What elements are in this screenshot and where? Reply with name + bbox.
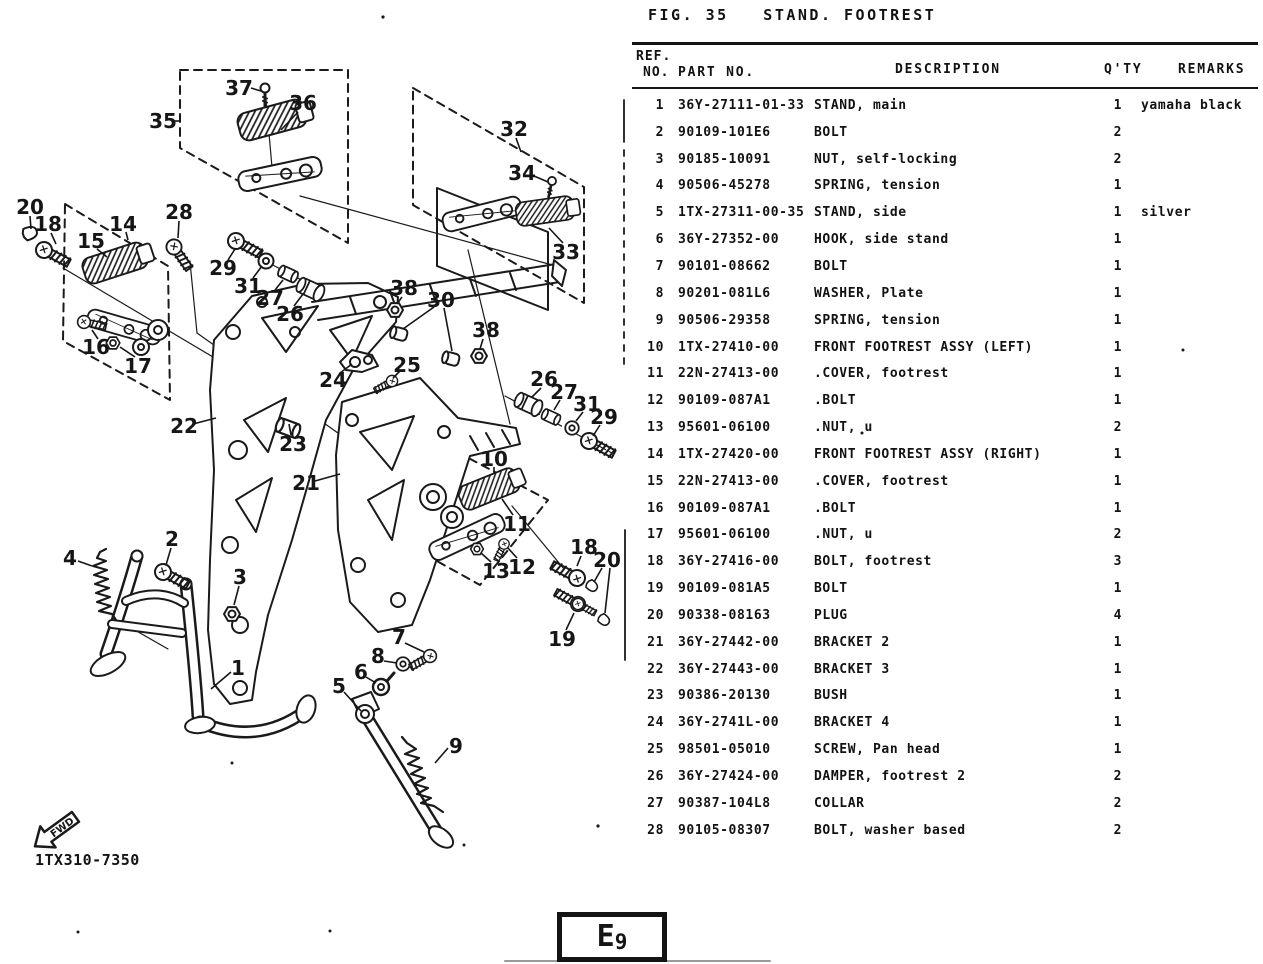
qty-cell: 1 [1113, 581, 1122, 597]
ref-no-cell: 23 [647, 688, 664, 704]
table-row [632, 387, 1263, 414]
callout-3: 3 [233, 565, 247, 589]
header-qty: Q'TY [1104, 62, 1143, 77]
nut-38-right [471, 349, 487, 363]
callout-37: 37 [225, 76, 253, 100]
ref-no-cell: 17 [647, 527, 664, 543]
ref-no-cell: 28 [647, 822, 664, 838]
part-no-cell: 36Y-2741L-00 [678, 715, 780, 731]
callout-leader-line [605, 568, 610, 613]
table-row [632, 602, 1263, 629]
description-cell: SCREW, Pan head [814, 742, 941, 758]
collar-27-left [277, 265, 300, 284]
header-ref-line2: NO. [643, 65, 670, 80]
table-row [632, 173, 1263, 200]
callout-leader-line [444, 308, 452, 351]
callout-2: 2 [165, 527, 179, 551]
washer-31-right [565, 421, 579, 435]
qty-cell: 1 [1113, 97, 1122, 113]
table-row [632, 441, 1263, 468]
part-no-cell: 90387-104L8 [678, 795, 771, 811]
callout-19: 19 [548, 627, 576, 651]
table-row [632, 414, 1263, 441]
remarks-cell: yamaha black [1141, 97, 1243, 113]
table-row [632, 199, 1263, 226]
ref-no-cell: 2 [655, 124, 664, 140]
header-part-no: PART NO. [678, 65, 756, 80]
ref-no-cell: 11 [647, 366, 664, 382]
ref-no-cell: 10 [647, 339, 664, 355]
side-stand [352, 692, 457, 852]
bolt-28 [163, 236, 195, 273]
callout-30: 30 [427, 288, 455, 312]
page-code-badge [557, 912, 667, 962]
callout-leader-line [384, 661, 397, 663]
ref-no-cell: 9 [655, 312, 664, 328]
part-no-cell: 1TX-27311-00-35 [678, 205, 805, 221]
table-row [632, 817, 1263, 844]
ref-no-cell: 4 [655, 178, 664, 194]
footrest-holder-36 [237, 155, 323, 192]
table-row [632, 307, 1263, 334]
description-cell: WASHER, Plate [814, 285, 924, 301]
callout-27: 27 [550, 380, 578, 404]
description-cell: BRACKET 4 [814, 715, 890, 731]
screw-34 [545, 176, 557, 197]
callout-23: 23 [279, 432, 307, 456]
hook-6 [373, 673, 394, 695]
qty-cell: 2 [1113, 822, 1122, 838]
part-no-cell: 95601-06100 [678, 420, 771, 436]
callout-17: 17 [124, 354, 152, 378]
description-cell: SPRING, tension [814, 178, 941, 194]
description-cell: .COVER, footrest [814, 366, 949, 382]
ref-no-cell: 24 [647, 715, 664, 731]
description-cell: BOLT [814, 581, 848, 597]
callout-34: 34 [508, 161, 536, 185]
part-no-cell: 90109-081A5 [678, 581, 771, 597]
table-row [632, 548, 1263, 575]
footrest-assy-33 [441, 195, 523, 233]
ref-no-cell: 25 [647, 742, 664, 758]
qty-cell: 1 [1113, 473, 1122, 489]
remarks-cell: silver [1141, 205, 1192, 221]
qty-cell: 1 [1113, 178, 1122, 194]
description-cell: BUSH [814, 688, 848, 704]
qty-cell: 2 [1113, 527, 1122, 543]
plug-20-a [585, 579, 600, 594]
table-row [632, 92, 1263, 119]
qty-cell: 1 [1113, 232, 1122, 248]
part-no-cell: 1TX-27410-00 [678, 339, 780, 355]
description-cell: STAND, side [814, 205, 907, 221]
callout-18: 18 [34, 212, 62, 236]
table-row [632, 763, 1263, 790]
callout-15: 15 [77, 229, 105, 253]
description-cell: BOLT [814, 258, 848, 274]
table-row [632, 280, 1263, 307]
table-row [632, 334, 1263, 361]
callout-leader-line [78, 561, 92, 566]
part-no-cell: 22N-27413-00 [678, 366, 780, 382]
description-cell: BOLT, washer based [814, 822, 966, 838]
callout-27: 27 [256, 286, 284, 310]
ref-no-cell: 22 [647, 661, 664, 677]
washer-8 [396, 657, 410, 671]
qty-cell: 1 [1113, 688, 1122, 704]
description-cell: .NUT, u [814, 527, 873, 543]
description-cell: BRACKET 2 [814, 634, 890, 650]
callout-38: 38 [472, 318, 500, 342]
callout-1: 1 [231, 656, 245, 680]
description-cell: BOLT [814, 124, 848, 140]
callout-33: 33 [552, 240, 580, 264]
bolt-2 [152, 561, 191, 592]
table-row [632, 522, 1263, 549]
ref-no-cell: 12 [647, 393, 664, 409]
callout-16: 16 [82, 335, 110, 359]
callout-20: 20 [16, 195, 44, 219]
callout-22: 22 [170, 414, 198, 438]
qty-cell: 2 [1113, 124, 1122, 140]
callout-11: 11 [503, 512, 531, 536]
qty-cell: 1 [1113, 742, 1122, 758]
fwd-arrow [27, 806, 83, 856]
part-no-cell: 1TX-27420-00 [678, 446, 780, 462]
description-cell: PLUG [814, 607, 848, 623]
callout-leader-line [405, 643, 424, 652]
header-ref-line1: REF. [636, 49, 672, 64]
part-no-cell: 90109-101E6 [678, 124, 771, 140]
diagram-code: 1TX310-7350 [35, 851, 140, 869]
callout-31: 31 [573, 392, 601, 416]
ref-no-cell: 19 [647, 581, 664, 597]
callout-26: 26 [276, 302, 304, 326]
callout-35: 35 [149, 109, 177, 133]
description-cell: FRONT FOOTREST ASSY (LEFT) [814, 339, 1034, 355]
plug-20-b [597, 613, 612, 628]
ref-no-cell: 21 [647, 634, 664, 650]
washer-31-left [259, 254, 274, 269]
nut-38-left [387, 303, 403, 317]
table-row [632, 709, 1263, 736]
table-row [632, 575, 1263, 602]
part-no-cell: 90185-10091 [678, 151, 771, 167]
part-no-cell: 90109-087A1 [678, 393, 771, 409]
part-no-cell: 95601-06100 [678, 527, 771, 543]
header-description: DESCRIPTION [895, 62, 1001, 77]
callout-12: 12 [508, 555, 536, 579]
scan-fold-line [624, 100, 625, 660]
qty-cell: 1 [1113, 661, 1122, 677]
callout-13: 13 [482, 559, 510, 583]
page-code-main: E [596, 919, 615, 954]
ref-no-cell: 15 [647, 473, 664, 489]
bolt-18-right [549, 558, 588, 589]
callout-9: 9 [449, 734, 463, 758]
collar-27-right [540, 408, 562, 426]
callout-38: 38 [390, 276, 418, 300]
callout-28: 28 [165, 200, 193, 224]
bush-30-right [441, 351, 460, 367]
qty-cell: 2 [1113, 151, 1122, 167]
part-no-cell: 98501-05010 [678, 742, 771, 758]
qty-cell: 4 [1113, 607, 1122, 623]
table-header-rule [632, 87, 1258, 89]
ref-no-cell: 20 [647, 607, 664, 623]
table-top-rule [632, 42, 1258, 45]
callout-21: 21 [292, 471, 320, 495]
callout-leader-line [534, 176, 548, 182]
qty-cell: 1 [1113, 312, 1122, 328]
qty-cell: 1 [1113, 205, 1122, 221]
qty-cell: 2 [1113, 795, 1122, 811]
ref-no-cell: 14 [647, 446, 664, 462]
part-no-cell: 90386-20130 [678, 688, 771, 704]
part-no-cell: 22N-27413-00 [678, 473, 780, 489]
description-cell: BOLT, footrest [814, 554, 932, 570]
description-cell: FRONT FOOTREST ASSY (RIGHT) [814, 446, 1042, 462]
damper-26-right [512, 391, 545, 418]
description-cell: DAMPER, footrest 2 [814, 769, 966, 785]
part-no-cell: 36Y-27111-01-33 [678, 97, 805, 113]
part-no-cell: 36Y-27352-00 [678, 232, 780, 248]
part-no-cell: 90201-081L6 [678, 285, 771, 301]
table-row [632, 790, 1263, 817]
description-cell: .COVER, footrest [814, 473, 949, 489]
table-row [632, 629, 1263, 656]
part-no-cell: 36Y-27443-00 [678, 661, 780, 677]
part-no-cell: 90109-087A1 [678, 500, 771, 516]
qty-cell: 1 [1113, 715, 1122, 731]
parts-table-area [632, 0, 1263, 900]
figure-title: FIG. 35 STAND. FOOTREST [648, 6, 937, 24]
ref-no-cell: 3 [655, 151, 664, 167]
description-cell: .NUT, u [814, 420, 873, 436]
fwd-label: FWD [48, 815, 77, 841]
part-no-cell: 90101-08662 [678, 258, 771, 274]
description-cell: COLLAR [814, 795, 865, 811]
ref-no-cell: 18 [647, 554, 664, 570]
part-no-cell: 90506-29358 [678, 312, 771, 328]
part-no-cell: 90105-08307 [678, 822, 771, 838]
footrest-pad-33 [515, 194, 581, 226]
description-cell: STAND, main [814, 97, 907, 113]
callout-32: 32 [500, 117, 528, 141]
table-row [632, 656, 1263, 683]
description-cell: SPRING, tension [814, 312, 941, 328]
ref-no-cell: 13 [647, 420, 664, 436]
qty-cell: 1 [1113, 285, 1122, 301]
callout-29: 29 [209, 256, 237, 280]
part-no-cell: 36Y-27416-00 [678, 554, 780, 570]
table-row [632, 736, 1263, 763]
part-no-cell: 36Y-27424-00 [678, 769, 780, 785]
header-remarks: REMARKS [1178, 62, 1246, 77]
ref-no-cell: 8 [655, 285, 664, 301]
callout-18: 18 [570, 535, 598, 559]
callout-leader-line [435, 748, 448, 763]
callout-29: 29 [590, 405, 618, 429]
description-cell: .BOLT [814, 393, 857, 409]
ref-no-cell: 27 [647, 795, 664, 811]
nut-3 [224, 607, 240, 621]
callout-14: 14 [109, 212, 137, 236]
bolt-18-left [33, 239, 72, 270]
table-row [632, 146, 1263, 173]
qty-cell: 1 [1113, 634, 1122, 650]
description-cell: NUT, self-locking [814, 151, 958, 167]
bolt-29-right [578, 430, 617, 461]
part-no-cell: 90338-08163 [678, 607, 771, 623]
qty-cell: 1 [1113, 339, 1122, 355]
table-row [632, 495, 1263, 522]
ref-no-cell: 7 [655, 258, 664, 274]
ref-no-cell: 16 [647, 500, 664, 516]
screw-37 [261, 84, 270, 107]
ref-no-cell: 6 [655, 232, 664, 248]
table-row [632, 683, 1263, 710]
page-code-sub: 9 [614, 929, 628, 954]
callout-31: 31 [234, 274, 262, 298]
callout-8: 8 [371, 644, 385, 668]
callout-36: 36 [289, 91, 317, 115]
spring-4 [93, 558, 116, 620]
description-cell: .BOLT [814, 500, 857, 516]
callout-24: 24 [319, 368, 347, 392]
table-row [632, 468, 1263, 495]
table-row [632, 360, 1263, 387]
parts-table-rows [632, 92, 1263, 844]
callout-4: 4 [63, 546, 77, 570]
table-row [632, 119, 1263, 146]
description-cell: HOOK, side stand [814, 232, 949, 248]
qty-cell: 1 [1113, 393, 1122, 409]
callout-5: 5 [332, 674, 346, 698]
part-no-cell: 36Y-27442-00 [678, 634, 780, 650]
part-no-cell: 90506-45278 [678, 178, 771, 194]
callout-10: 10 [480, 447, 508, 471]
callout-26: 26 [530, 367, 558, 391]
table-row [632, 226, 1263, 253]
qty-cell: 2 [1113, 420, 1122, 436]
callout-25: 25 [393, 353, 421, 377]
callout-6: 6 [354, 660, 368, 684]
qty-cell: 2 [1113, 769, 1122, 785]
callout-20: 20 [593, 548, 621, 572]
description-cell: BRACKET 3 [814, 661, 890, 677]
callout-7: 7 [392, 625, 406, 649]
spring-4-hook [97, 549, 106, 558]
qty-cell: 3 [1113, 554, 1122, 570]
qty-cell: 1 [1113, 366, 1122, 382]
ref-no-cell: 26 [647, 769, 664, 785]
main-stand [87, 551, 319, 736]
ref-no-cell: 5 [655, 205, 664, 221]
table-row [632, 253, 1263, 280]
qty-cell: 1 [1113, 258, 1122, 274]
qty-cell: 1 [1113, 446, 1122, 462]
ref-no-cell: 1 [655, 97, 664, 113]
qty-cell: 1 [1113, 500, 1122, 516]
